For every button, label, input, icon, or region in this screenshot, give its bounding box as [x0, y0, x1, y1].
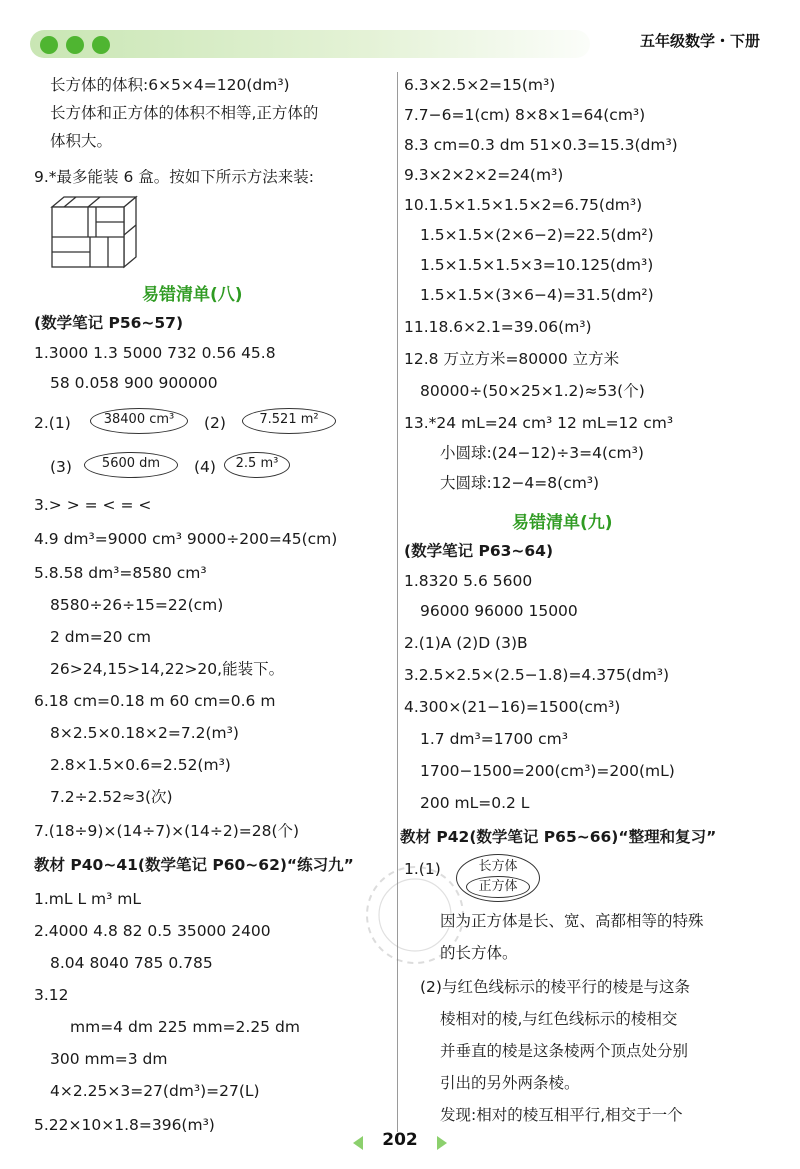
page-number: 202	[382, 1130, 418, 1150]
answer-line: 3.2.5×2.5×(2.5−1.8)=4.375(dm³)	[404, 666, 670, 684]
answer-line: 棱相对的棱,与红色线标示的棱相交	[440, 1010, 678, 1028]
watermark-stamp-icon	[360, 860, 470, 970]
answer-line: 12.8 万立方米=80000 立方米	[404, 350, 620, 368]
answer-label: 2.(1)	[34, 414, 71, 432]
section-reference: (数学笔记 P56~57)	[34, 314, 184, 332]
answer-line: 小圆球:(24−12)÷3=4(cm³)	[440, 444, 644, 462]
answer-line: 3.> > = < = <	[34, 496, 152, 514]
relationship-diagram-inner: 正方体	[466, 876, 530, 898]
answer-line: 58 0.058 900 900000	[50, 374, 218, 392]
answer-line: 5.8.58 dm³=8580 cm³	[34, 564, 207, 582]
answer-line: 长方体的体积:6×5×4=120(dm³)	[50, 76, 290, 94]
answer-line: 体积大。	[50, 132, 113, 150]
answer-line: 4.300×(21−16)=1500(cm³)	[404, 698, 621, 716]
answer-line: 300 mm=3 dm	[50, 1050, 168, 1068]
answer-line: 并垂直的棱是这条棱两个顶点处分别	[440, 1042, 689, 1060]
green-dot-icon	[66, 36, 84, 54]
answer-line: 200 mL=0.2 L	[420, 794, 530, 812]
answer-label: (4)	[194, 458, 216, 476]
circled-answer: 7.521 m²	[242, 408, 336, 434]
column-divider	[397, 72, 398, 1132]
answer-line: 长方体和正方体的体积不相等,正方体的	[50, 104, 319, 122]
green-dot-icon	[92, 36, 110, 54]
answer-line: 发现:相对的棱互相平行,相交于一个	[440, 1106, 683, 1124]
answer-line: 1.5×1.5×(3×6−4)=31.5(dm²)	[420, 286, 654, 304]
section-title-8: 易错清单(八)	[142, 285, 243, 305]
answer-line: 11.18.6×2.1=39.06(m³)	[404, 318, 592, 336]
answer-line: 1.5×1.5×(2×6−2)=22.5(dm²)	[420, 226, 654, 244]
answer-line: 8×2.5×0.18×2=7.2(m³)	[50, 724, 239, 742]
answer-line: 6.18 cm=0.18 m 60 cm=0.6 m	[34, 692, 276, 710]
answer-line: 26>24,15>14,22>20,能装下。	[50, 660, 285, 678]
answer-label: (2)	[204, 414, 226, 432]
answer-line: 7.7−6=1(cm) 8×8×1=64(cm³)	[404, 106, 646, 124]
green-dot-icon	[40, 36, 58, 54]
page-header	[0, 0, 800, 68]
answer-line: 因为正方体是长、宽、高都相等的特殊	[440, 912, 704, 930]
header-decoration	[30, 30, 590, 58]
answer-line: 1.5×1.5×1.5×3=10.125(dm³)	[420, 256, 654, 274]
question-9: 9.*最多能装 6 盒。按如下所示方法来装:	[34, 168, 314, 186]
answer-label: 1.(1)	[404, 860, 441, 878]
answer-line: 8.3 cm=0.3 dm 51×0.3=15.3(dm³)	[404, 136, 678, 154]
circled-answer: 38400 cm³	[90, 408, 188, 434]
answer-line: 的长方体。	[440, 944, 518, 962]
answer-line: 7.(18÷9)×(14÷7)×(14÷2)=28(个)	[34, 822, 300, 840]
answer-line: 2.4000 4.8 82 0.5 35000 2400	[34, 922, 271, 940]
answer-line: 9.3×2×2×2=24(m³)	[404, 166, 564, 184]
section-reference: (数学笔记 P63~64)	[404, 542, 554, 560]
answer-line: 80000÷(50×25×1.2)≈53(个)	[420, 382, 645, 400]
answer-line: 5.22×10×1.8=396(m³)	[34, 1116, 215, 1134]
page-arrow-right-icon	[437, 1136, 447, 1150]
answer-line: 10.1.5×1.5×1.5×2=6.75(dm³)	[404, 196, 643, 214]
answer-line: 引出的另外两条棱。	[440, 1074, 580, 1092]
answer-line: 1.7 dm³=1700 cm³	[420, 730, 568, 748]
answer-line: 96000 96000 15000	[420, 602, 578, 620]
outer-label: 长方体	[478, 859, 518, 874]
answer-line: 1.mL L m³ mL	[34, 890, 141, 908]
answer-line: 4×2.25×3=27(dm³)=27(L)	[50, 1082, 260, 1100]
answer-line: 1.3000 1.3 5000 732 0.56 45.8	[34, 344, 276, 362]
book-title: 五年级数学・下册	[639, 32, 760, 50]
answer-line: (2)与红色线标示的棱平行的棱是与这条	[420, 978, 690, 996]
exercise-title: 教材 P40~41(数学笔记 P60~62)“练习九”	[34, 856, 354, 874]
answer-line: 3.12	[34, 986, 69, 1004]
circled-answer: 2.5 m³	[224, 452, 290, 478]
answer-line: 7.2÷2.52≈3(次)	[50, 788, 173, 806]
answer-line: 8.04 8040 785 0.785	[50, 954, 213, 972]
box-packing-diagram	[50, 195, 138, 271]
answer-line: 6.3×2.5×2=15(m³)	[404, 76, 556, 94]
answer-line: 2 dm=20 cm	[50, 628, 151, 646]
section-title-9: 易错清单(九)	[512, 513, 613, 533]
answer-line: 1.8320 5.6 5600	[404, 572, 533, 590]
answer-line: mm=4 dm 225 mm=2.25 dm	[70, 1018, 300, 1036]
answer-line: 8580÷26÷15=22(cm)	[50, 596, 224, 614]
answer-line: 4.9 dm³=9000 cm³ 9000÷200=45(cm)	[34, 530, 338, 548]
answer-line: 1700−1500=200(cm³)=200(mL)	[420, 762, 675, 780]
exercise-title: 教材 P42(数学笔记 P65~66)“整理和复习”	[400, 828, 717, 846]
answer-line: 2.(1)A (2)D (3)B	[404, 634, 528, 652]
answer-label: (3)	[50, 458, 72, 476]
answer-line: 13.*24 mL=24 cm³ 12 mL=12 cm³	[404, 414, 674, 432]
answer-line: 2.8×1.5×0.6=2.52(m³)	[50, 756, 231, 774]
circled-answer: 5600 dm	[84, 452, 178, 478]
answer-line: 大圆球:12−4=8(cm³)	[440, 474, 600, 492]
